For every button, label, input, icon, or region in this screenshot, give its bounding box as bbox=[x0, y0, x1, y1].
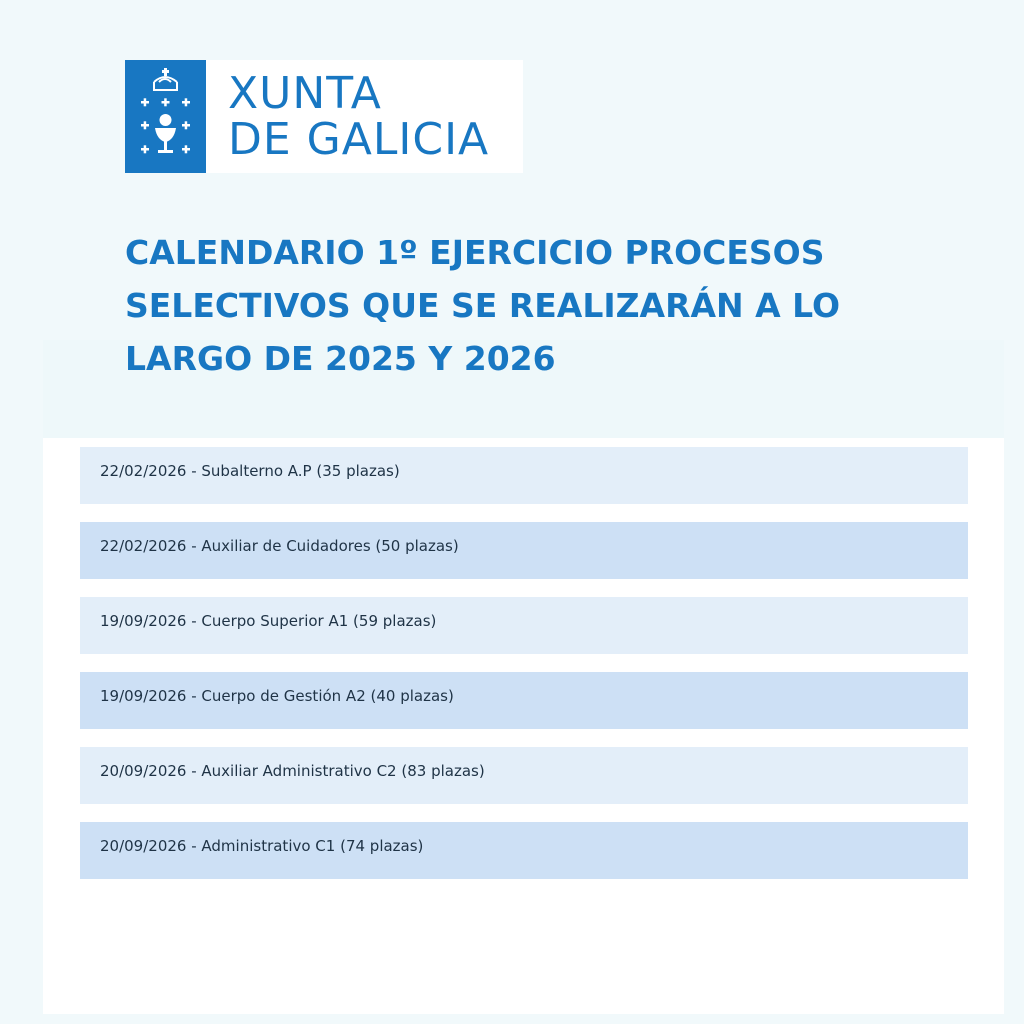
logo-line-2: DE GALICIA bbox=[228, 113, 490, 165]
list-item: 19/09/2026 - Cuerpo Superior A1 (59 plazas) bbox=[80, 597, 968, 654]
list-item: 19/09/2026 - Cuerpo de Gestión A2 (40 plazas) bbox=[80, 672, 968, 729]
list-item: 20/09/2026 - Administrativo C1 (74 plazas) bbox=[80, 822, 968, 879]
xunta-galicia-emblem-icon bbox=[125, 60, 206, 173]
page-title: CALENDARIO 1º EJERCICIO PROCESOS SELECTIVOS QUE SE REALIZARÁN A LO LARGO DE 2025 Y 2026 bbox=[125, 233, 841, 378]
calendar-list bbox=[80, 447, 968, 897]
logo-line-1: XUNTA bbox=[228, 67, 382, 119]
logo-wordmark bbox=[206, 60, 489, 173]
xunta-logo bbox=[125, 60, 523, 173]
list-item: 22/02/2026 - Auxiliar de Cuidadores (50 plazas) bbox=[80, 522, 968, 579]
list-item: 20/09/2026 - Auxiliar Administrativo C2 (83 plazas) bbox=[80, 747, 968, 804]
list-item: 22/02/2026 - Subalterno A.P (35 plazas) bbox=[80, 447, 968, 504]
